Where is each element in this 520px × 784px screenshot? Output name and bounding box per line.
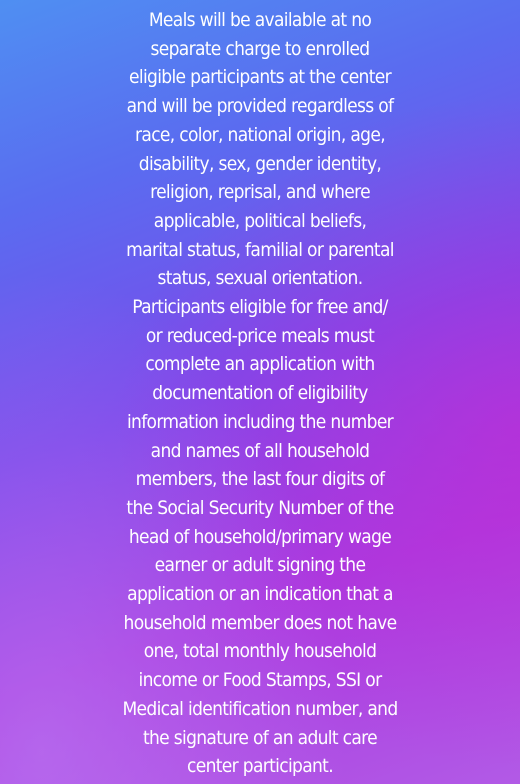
- text-line: disability, sex, gender identity,: [138, 152, 382, 175]
- text-line: head of household/primary wage: [128, 525, 392, 548]
- text-line: household member does not have: [123, 611, 397, 634]
- text-line: Medical identification number, and: [122, 697, 398, 720]
- text-line: race, color, national origin, age,: [135, 123, 385, 146]
- text-line: and will be provided regardless of: [126, 95, 394, 118]
- text-line: earner or adult signing the: [154, 554, 366, 577]
- text-line: the Social Security Number of the: [126, 496, 394, 519]
- text-line: separate charge to enrolled: [150, 37, 370, 60]
- text-line: one, total monthly household: [143, 640, 377, 663]
- text-line: applicable, political beliefs,: [153, 209, 367, 232]
- text-line: center participant.: [187, 755, 333, 778]
- text-line: eligible participants at the center: [129, 66, 391, 89]
- text-line: Meals will be available at no: [148, 9, 372, 31]
- text-line: complete an application with: [145, 353, 375, 376]
- text-line: and names of all household: [150, 439, 370, 462]
- story-text-block: [26, 6, 494, 781]
- text-line: Participants eligible for free and/: [132, 296, 388, 319]
- text-line: application or an indication that a: [127, 583, 393, 606]
- text-line: status, sexual orientation.: [157, 267, 363, 290]
- text-line: the signature of an adult care: [142, 726, 378, 749]
- text-line: religion, reprisal, and where: [150, 181, 370, 204]
- text-line: members, the last four digits of: [135, 468, 385, 491]
- text-line: marital status, familial or parental: [126, 238, 394, 261]
- text-line: or reduced-price meals must: [145, 324, 375, 347]
- text-line: documentation of eligibility: [152, 382, 368, 405]
- text-line: information including the number: [126, 410, 394, 433]
- text-line: income or Food Stamps, SSI or: [138, 669, 382, 692]
